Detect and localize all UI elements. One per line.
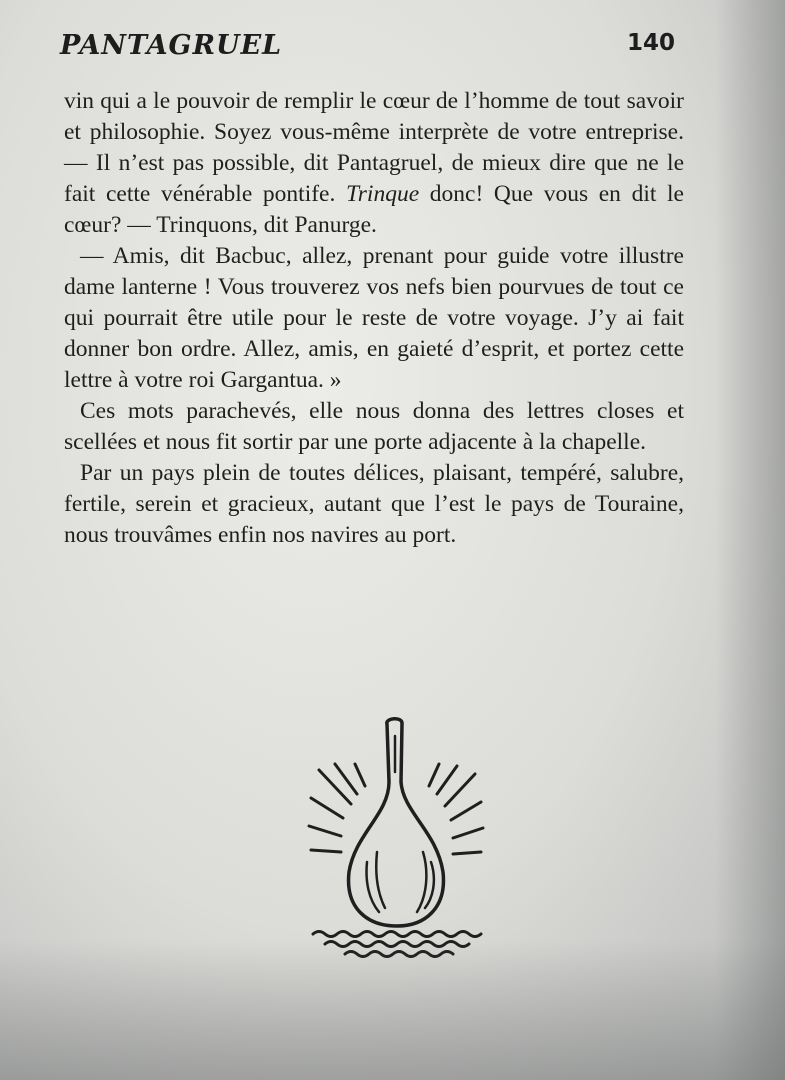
paragraph-4: Par un pays plein de toutes délices, plaisant, tempéré, salubre, fertile, serein et gracieux, autant que l’est le pays de Touraine, nous trouvâmes enfin nos navires au port.: [64, 460, 684, 548]
running-title: PANTAGRUEL: [60, 30, 283, 61]
bottle-icon: [305, 712, 490, 962]
paragraph-1-emphasis: Trinque: [346, 181, 420, 207]
body-text: [64, 86, 684, 551]
page-number: 140: [626, 30, 675, 56]
paragraph-1-after: donc! Que vous en dit le cœur? — Trinquons, dit Panurge.: [64, 181, 684, 238]
paragraph-3: Ces mots parachevés, elle nous donna des lettres closes et scellées et nous fit sortir par une porte adjacente à la chapelle.: [64, 398, 684, 455]
page-header: [60, 26, 675, 70]
paragraph-2: — Amis, dit Bacbuc, allez, prenant pour guide votre illustre dame lanterne ! Vous trouverez vos nefs bien pourvues de tout ce qui pourrait être utile pour le reste de votre voyage. J’y ai fait donner bon ordre. Allez, amis, en gaieté d’esprit, et portez cette lettre à votre roi Gargantua. »: [64, 243, 684, 393]
paragraph-1-before: vin qui a le pouvoir de remplir le cœur de l’homme de tout savoir et philosophie. Soyez vous-même interprète de votre entreprise. — Il n’est pas possible, dit Pantagruel, de mieux dire que ne le fait cette vénérable pontife.: [64, 88, 684, 207]
paragraph-1: [64, 86, 684, 241]
page-shadow-right: [715, 0, 785, 1080]
